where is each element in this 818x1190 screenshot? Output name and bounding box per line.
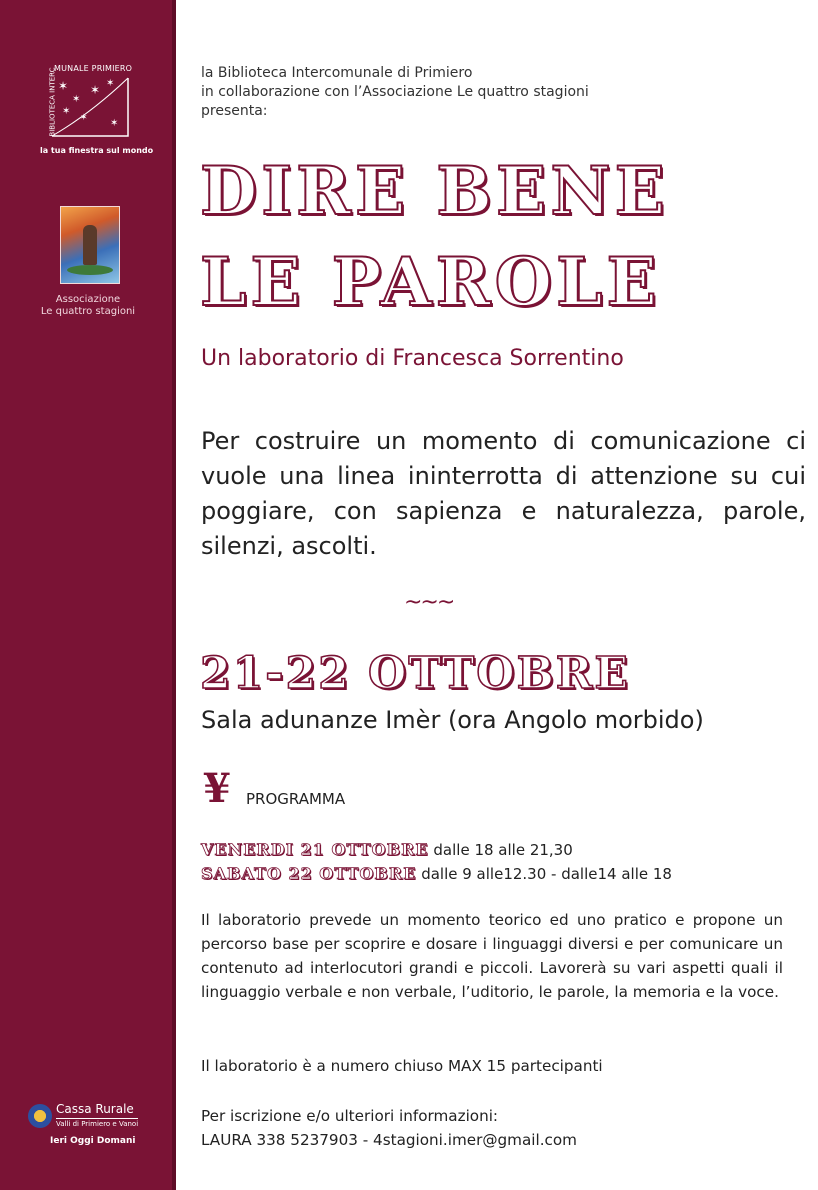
programma-label: PROGRAMMA — [246, 790, 346, 808]
intro-line-1: la Biblioteca Intercomunale di Primiero — [201, 65, 473, 81]
tree-icon — [83, 225, 97, 265]
biblioteca-tagline: la tua finestra sul mondo — [40, 146, 154, 155]
description: Il laboratorio prevede un momento teorico ed uno pratico e propone un percorso base per scoprire e dosare i linguaggi diversi e per comunicare un contenuto ad interlocutori grandi e piccoli. Lavorerà su vari aspetti quali il linguaggio verbale e non verbale, l’uditorio, le parole, la memoria e la voce. — [201, 911, 783, 1001]
event-dates: 21-22 OTTOBRE — [200, 648, 630, 699]
association-painting — [60, 206, 120, 284]
headline-line-2: LE PAROLE — [200, 243, 661, 321]
schedule-item — [201, 864, 672, 883]
svg-text:✶: ✶ — [62, 106, 71, 117]
schedule-item — [201, 840, 573, 859]
svg-text:✶: ✶ — [106, 78, 115, 89]
programma-ornament-icon: ¥ — [203, 765, 231, 812]
schedule-time: dalle 18 alle 21,30 — [433, 841, 573, 859]
closed-note: Il laboratorio è a numero chiuso MAX 15 partecipanti — [201, 1057, 603, 1075]
cassa-rurale-emblem-icon — [28, 1104, 52, 1128]
sidebar — [0, 0, 172, 1190]
schedule-time: dalle 9 alle12.30 - dalle14 alle 18 — [421, 865, 672, 883]
association-label-line2: Le quattro stagioni — [40, 306, 136, 317]
contact-line-2: LAURA 338 5237903 - 4stagioni.imer@gmail.com — [201, 1131, 577, 1149]
event-venue: Sala adunanze Imèr (ora Angolo morbido) — [201, 706, 704, 734]
lead-paragraph: Per costruire un momento di comunicazione ci vuole una linea ininterrotta di attenzione su cui poggiare, con sapienza e naturalezza, parole, silenzi, ascolti. — [201, 427, 806, 560]
association-label — [20, 294, 156, 318]
stars-window-icon — [50, 74, 130, 140]
intro-line-2: in collaborazione con l’Associazione Le quattro stagioni — [201, 84, 589, 100]
contact-line-1: Per iscrizione e/o ulteriori informazioni: — [201, 1107, 499, 1125]
contact — [201, 1104, 577, 1152]
schedule-day: VENERDI 21 OTTOBRE — [201, 840, 429, 859]
ornament-divider: ~~~ — [404, 590, 454, 615]
schedule-day: SABATO 22 OTTOBRE — [201, 864, 417, 883]
headline-line-1: DIRE BENE — [200, 152, 669, 230]
biblioteca-logo-top-text: MUNALE PRIMIERO — [54, 64, 133, 73]
svg-text:✶: ✶ — [90, 83, 101, 97]
biblioteca-logo — [36, 58, 154, 158]
intro-line-3: presenta: — [201, 103, 268, 119]
svg-text:✶: ✶ — [58, 79, 69, 93]
svg-text:✶: ✶ — [110, 118, 119, 129]
cassa-rurale-subtitle: Valli di Primiero e Vanoi — [56, 1120, 139, 1128]
association-label-line1: Associazione — [55, 294, 121, 305]
subtitle: Un laboratorio di Francesca Sorrentino — [201, 346, 624, 371]
svg-text:✶: ✶ — [80, 113, 88, 123]
cassa-rurale-name: Cassa Rurale — [56, 1102, 134, 1116]
cassa-rurale-logo — [28, 1100, 158, 1150]
sidebar-edge — [172, 0, 176, 1190]
biblioteca-logo-side-text: BIBLIOTECA INTERC — [48, 67, 57, 137]
cassa-rurale-motto: Ieri Oggi Domani — [50, 1136, 136, 1146]
svg-text:✶: ✶ — [72, 94, 81, 105]
intro — [201, 64, 589, 121]
